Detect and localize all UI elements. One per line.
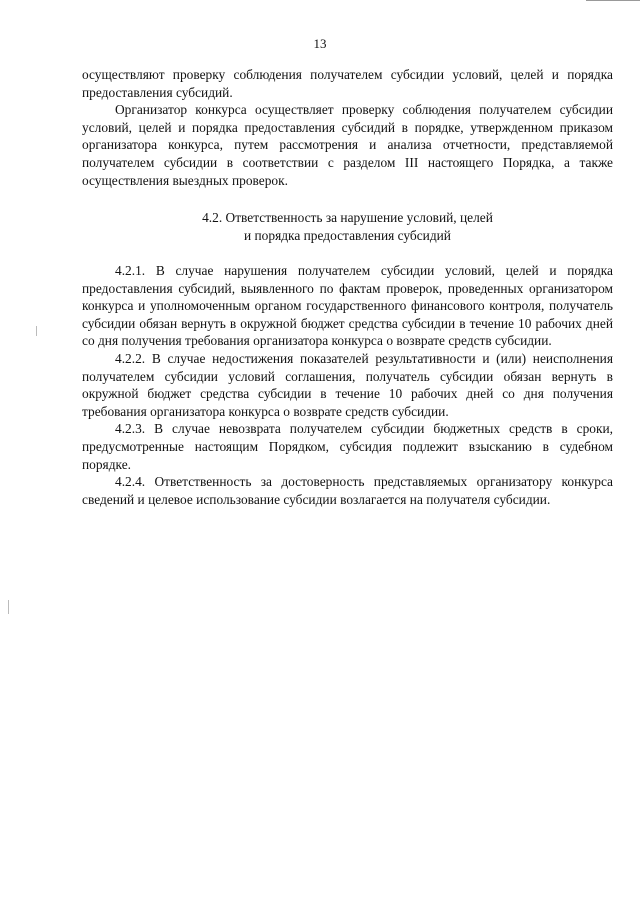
- scan-speck: [36, 326, 37, 336]
- bottom-text-block: [82, 262, 613, 508]
- top-text-block: [82, 66, 613, 189]
- paragraph-4-2-2: 4.2.2. В случае недостижения показателей результативности и (или) неисполнения получателем субсидии условий соглашения, получатель субсидии обязан вернуть в окружной бюджет средства субсидии в течение 10 рабочих дней со дня получения требования организатора конкурса о возврате средств субсидии.: [82, 350, 613, 419]
- paragraph-organizer-check: Организатор конкурса осуществляет проверку соблюдения получателем субсидии условий, целей и порядка предоставления субсидий в порядке, утвержденном приказом организатора конкурса, путем рассмотрения и анализа отчетности, представляемой получателем субсидии в соответствии с разделом III настоящего Порядка, а также осуществления выездных проверок.: [82, 102, 613, 188]
- section-heading-line1: 4.2. Ответственность за нарушение условий, целей: [202, 210, 493, 225]
- scan-edge-mark: [586, 0, 640, 1]
- section-heading-line2: и порядка предоставления субсидий: [244, 227, 451, 243]
- paragraph-4-2-4: 4.2.4. Ответственность за достоверность представляемых организатору конкурса сведений и целевое использование субсидии возлагается на получателя субсидии.: [82, 474, 613, 507]
- paragraph-continuation: осуществляют проверку соблюдения получателем субсидии условий, целей и порядка предоставления субсидий.: [82, 67, 613, 100]
- paragraph-4-2-1: 4.2.1. В случае нарушения получателем субсидии условий, целей и порядка предоставления субсидий, выявленного по фактам проверок, проведенных организатором конкурса и уполномоченным органом государственного финансового контроля, получатель субсидии обязан вернуть в окружной бюджет средства субсидии в течение 10 рабочих дней со дня получения требования организатора конкурса о возврате средств субсидии.: [82, 263, 613, 349]
- paragraph-4-2-3: 4.2.3. В случае невозврата получателем субсидии бюджетных средств в сроки, предусмотренные настоящим Порядком, субсидия подлежит взысканию в судебном порядке.: [82, 421, 613, 472]
- section-heading: [82, 209, 613, 244]
- scan-speck: [8, 600, 9, 614]
- page-number: 13: [313, 36, 327, 51]
